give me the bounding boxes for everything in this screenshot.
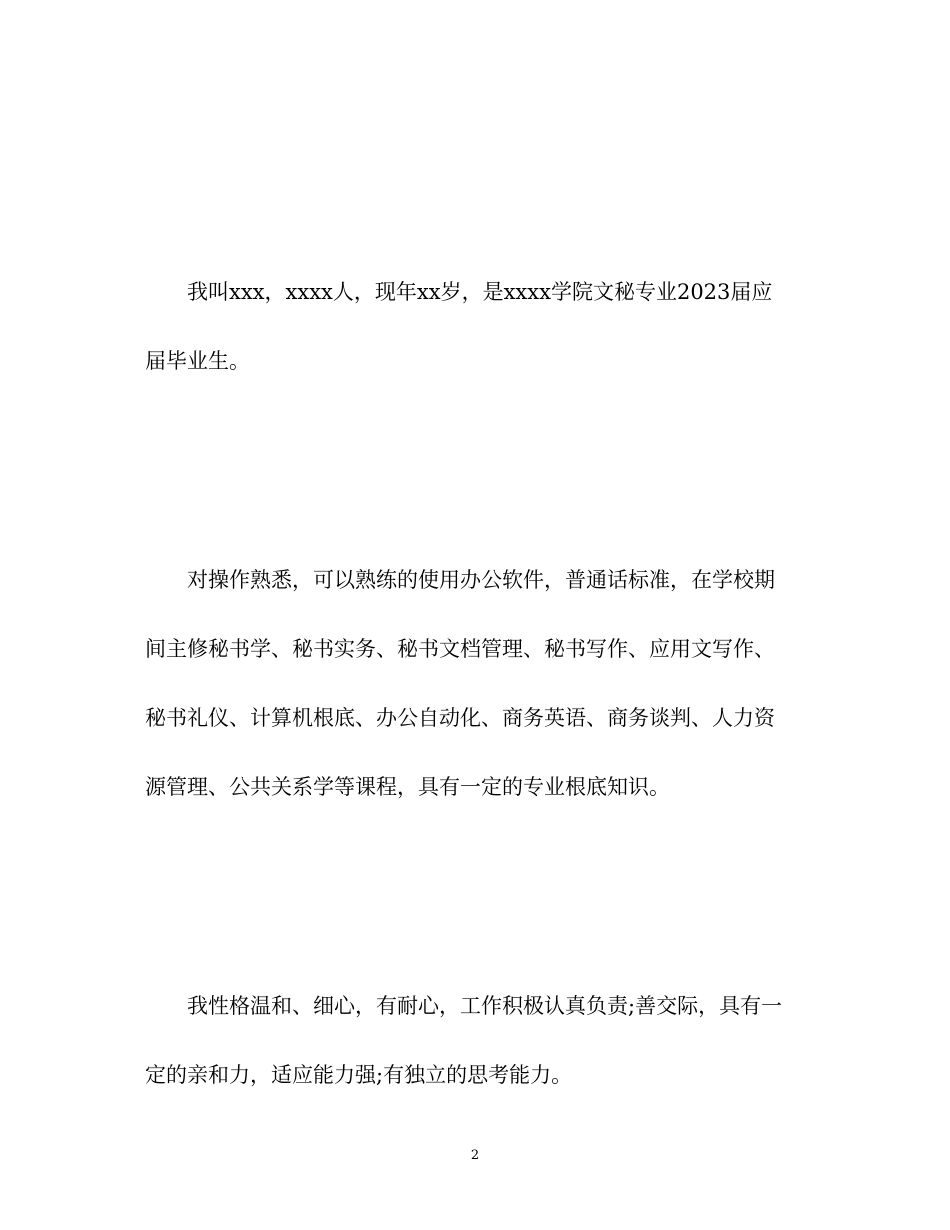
paragraph-3-line-2: 定的亲和力，适应能力强;有独立的思考能力。 — [145, 1063, 573, 1087]
paragraph-1-line-1: 我叫xxx，xxxx人，现年xx岁，是xxxx学院文秘专业2023届应 — [187, 280, 773, 304]
paragraph-2-line-3: 秘书礼仪、计算机根底、办公自动化、商务英语、商务谈判、人力资 — [145, 706, 775, 730]
paragraph-3-line-1: 我性格温和、细心，有耐心，工作积极认真负责;善交际，具有一 — [187, 994, 783, 1018]
paragraph-2-line-1: 对操作熟悉，可以熟练的使用办公软件，普通话标准，在学校期 — [187, 568, 775, 592]
paragraph-2-line-2: 间主修秘书学、秘书实务、秘书文档管理、秘书写作、应用文写作、 — [145, 637, 775, 661]
page-number: 2 — [470, 1148, 480, 1163]
paragraph-1-line-2: 届毕业生。 — [145, 349, 250, 373]
paragraph-2-line-4: 源管理、公共关系学等课程，具有一定的专业根底知识。 — [145, 775, 670, 799]
